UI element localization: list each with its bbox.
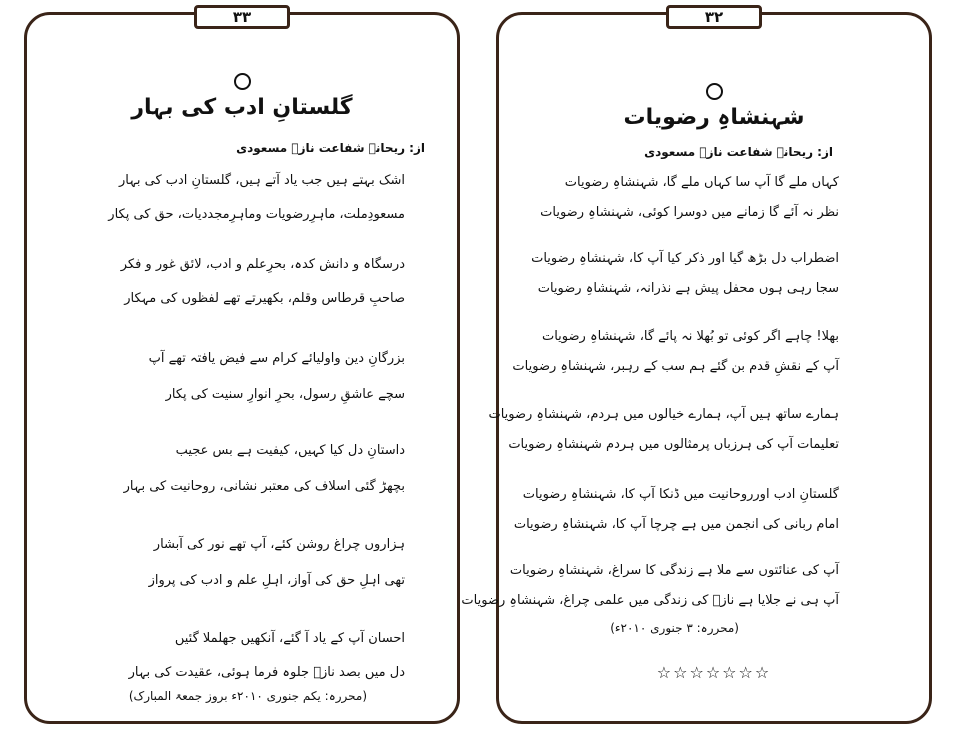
poem-title: شہنشاہِ رضویات <box>623 105 805 130</box>
date-footnote: (محررہ: ۳ جنوری ۲۰۱۰ء) <box>610 621 739 635</box>
poem-line: تعلیمات آپ کی ہرزباں پرمثالوں میں ہردم شہنشاہِ رضویات <box>508 437 839 452</box>
page-number: ۳۳ <box>232 8 252 26</box>
poem-line: امام ربانی کی انجمن میں ہے چرچا آپ کا، شہنشاہِ رضویات <box>513 517 839 532</box>
page-left <box>24 8 460 724</box>
stars-divider: ☆☆☆☆☆☆☆ <box>656 663 772 682</box>
poem-line: صاحبِ قرطاس وقلم، بکھیرتے تھے لفظوں کی مہکار <box>124 291 405 306</box>
ornament-circle-icon <box>234 73 251 90</box>
poem-line: درسگاہ و دانش کدہ، بحرِعلم و ادب، لائق غور و فکر <box>120 257 405 272</box>
poem-line: آپ ہی نے جلایا ہے نازؔ کی زندگی میں علمی چراغ، شہنشاہِ رضویات <box>461 593 839 608</box>
poem-author: از: ریحانہ شفاعت نازؔ مسعودی <box>236 141 425 155</box>
poem-line: ہزاروں چراغ روشن کئے، آپ تھے نور کی آبشار <box>153 537 405 552</box>
page-number-tab <box>194 5 290 29</box>
poem-line: اشک بہتے ہیں جب یاد آتے ہیں، گلستانِ ادب کی بہار <box>119 173 405 188</box>
poem-line: اضطراب دل بڑھ گیا اور ذکر کیا آپ کا، شہنشاہِ رضویات <box>531 251 839 266</box>
poem-line: گلستانِ ادب اورروحانیت میں ڈنکا آپ کا، شہنشاہِ رضویات <box>522 487 839 502</box>
poem-line: سچے عاشقِ رسول، بحرِ انوارِ سنیت کی پکار <box>165 387 405 402</box>
page-number: ۳۲ <box>704 8 724 26</box>
poem-title: گلستانِ ادب کی بہار <box>131 95 353 120</box>
poem-line: بچھڑ گئی اسلاف کی معتبر نشانی، روحانیت کی بہار <box>123 479 405 494</box>
poem-line: احسان آپ کے یاد آ گئے، آنکھیں جھلملا گئیں <box>174 631 405 646</box>
poem-line: نظر نہ آئے گا زمانے میں دوسرا کوئی، شہنشاہِ رضویات <box>540 205 839 220</box>
poem-line: دل میں بصد نازؔ جلوہ فرما ہوئی، عقیدت کی بہار <box>128 665 405 680</box>
ornament-circle-icon <box>706 83 723 100</box>
poem-line: آپ کی عنائتوں سے ملا ہے زندگی کا سراغ، شہنشاہِ رضویات <box>509 563 839 578</box>
poem-line: مسعودِملت، ماہرِرضویات وماہرِمجددیات، حق کی پکار <box>108 207 405 222</box>
poem-author: از: ریحانہ شفاعت نازؔ مسعودی <box>644 145 833 159</box>
poem-line: آپ کے نقشِ قدم بن گئے ہم سب کے رہبر، شہنشاہِ رضویات <box>512 359 839 374</box>
poem-line: سجا رہی ہوں محفل پیش ہے نذرانہ، شہنشاہِ رضویات <box>537 281 839 296</box>
date-footnote: (محررہ: یکم جنوری ۲۰۱۰ء بروز جمعۃ المبارک) <box>128 689 367 703</box>
poem-line: کہاں ملے گا آپ سا کہاں ملے گا، شہنشاہِ رضویات <box>564 175 839 190</box>
poem-line: بزرگانِ دین واولیائے کرام سے فیض یافتہ تھے آپ <box>148 351 405 366</box>
poem-line: ہمارے ساتھ ہیں آپ، ہمارے خیالوں میں ہردم، شہنشاہِ رضویات <box>488 407 839 422</box>
page-right <box>461 8 932 724</box>
poem-line: بھلا! چاہے اگر کوئی تو بُھلا نہ پائے گا، شہنشاہِ رضویات <box>541 329 839 344</box>
poem-line: داستانِ دل کیا کہیں، کیفیت ہے بس عجیب <box>175 443 405 458</box>
page-number-tab <box>666 5 762 29</box>
poem-line: تھی اہلِ حق کی آواز، اہلِ علم و ادب کی پرواز <box>148 573 405 588</box>
